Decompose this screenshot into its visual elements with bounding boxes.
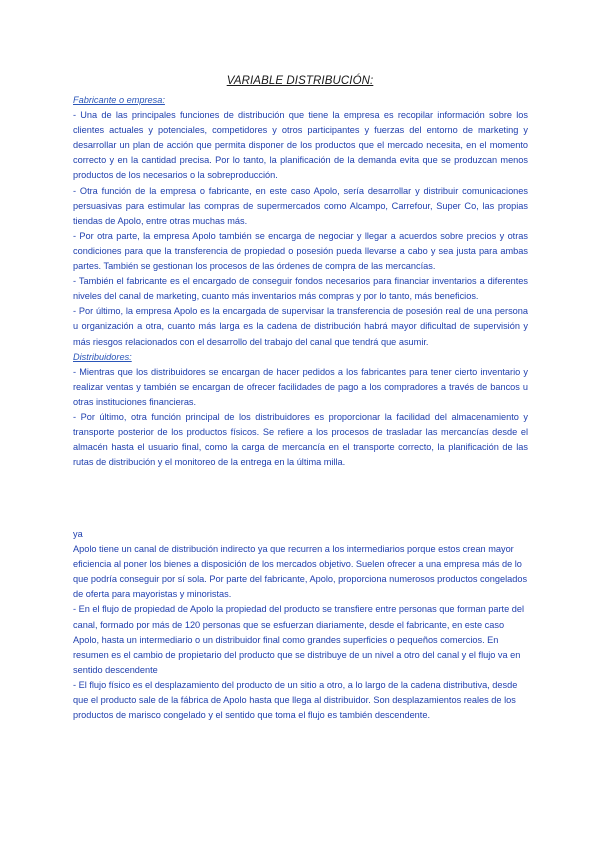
- paragraph: - También el fabricante es el encargado de conseguir fondos necesarios para financiar inventarios a diferentes niveles del canal de marketing, cuanto más inventarios más compras y por lo tanto, más beneficios.: [73, 276, 528, 302]
- paragraph: - Otra función de la empresa o fabricante, en este caso Apolo, sería desarrollar y distribuir comunicaciones persuasivas para estimular las compras de supermercados como Alcampo, Carrefour, Super Co, las propias tiendas de Apolo, entre otras muchas más.: [73, 185, 528, 226]
- page-title: VARIABLE DISTRIBUCIÓN:: [226, 75, 374, 87]
- paragraph: - Por último, otra función principal de los distribuidores es proporcionar la facilidad del almacenamiento y transporte posterior de los productos físicos. Se refiere a los procesos de trasladar las mercancías desde el almacén hasta el usuario final, como la carga de mercancía en el transporte correcto, la planificación de las rutas de distribución y el monitoreo de la entrega en la última milla.: [73, 411, 528, 468]
- paragraph: - Por otra parte, la empresa Apolo también se encarga de negociar y llegar a acuerdos sobre precios y otras condiciones para que la transferencia de propiedad o posesión pueda llevarse a cabo y sea justa para ambas partes. También se gestionan los procesos de las órdenes de compra de las mercancías.: [73, 230, 528, 272]
- paragraph: - Mientras que los distribuidores se encargan de hacer pedidos a los fabricantes para tener cierto inventario y realizar ventas y también se encargan de ofrecer facilidades de pago a los compradores a través de bancos u otras instituciones financieras.: [73, 366, 528, 407]
- paragraph: - El flujo físico es el desplazamiento del producto de un sitio a otro, a lo largo de la cadena distributiva, desde que el producto sale de la fábrica de Apolo hasta que llega al distribuidor. Son desplazamientos reales de los productos de marisco congelado y el sentido que toma el flujo es también descendente.: [73, 679, 518, 721]
- paragraph: - Una de las principales funciones de distribución que tiene la empresa es recopilar información sobre los clientes actuales y potenciales, competidores y otros participantes y fuerzas del entorno de marketing y desarrollar un plan de acción que permita disponer de los productos que el mercado necesita, en el momento correcto y en la cantidad precisa. Por lo tanto, la planificación de la demanda evita que se produzcan menos productos de los necesarios o la sobreproducción.: [73, 110, 528, 181]
- paragraph: - En el flujo de propiedad de Apolo la propiedad del producto se transfiere entre personas que forman parte del canal, formado por más de 120 personas que se esfuerzan diariamente, desde el fabricante, en este caso Apolo, hasta un intermediario o un distribuidor final como grandes superficies o pequeños comercios. En resumen es el cambio de propietario del producto que se distribuye de un nivel a otro del canal y el flujo va en sentido descendente: [73, 604, 524, 675]
- heading-distribuidores: Distribuidores:: [73, 351, 132, 362]
- paragraph-lead: ya: [73, 529, 83, 539]
- body-lower: [73, 527, 528, 723]
- paragraph: Apolo tiene un canal de distribución indirecto ya que recurren a los intermediarios porque estos crean mayor eficiencia al poner los bienes a disposición de los mercados objetivo. Suelen ofrecer a una empresa más de lo que podría conseguir por sí sola. Por parte del fabricante, Apolo, proporciona numerosos productos congelados de oferta para mayoristas y minoristas.: [73, 544, 528, 600]
- body-upper: [73, 93, 528, 470]
- heading-fabricante: Fabricante o empresa:: [73, 95, 165, 105]
- paragraph: - Por último, la empresa Apolo es la encargada de supervisar la transferencia de posesión real de una persona u organización a otra, cuanto más larga es la cadena de distribución habrá mayor dificultad de supervisión y más riesgos relacionados con el desarrollo del trabajo del canal que tendrá que asumir.: [73, 306, 528, 347]
